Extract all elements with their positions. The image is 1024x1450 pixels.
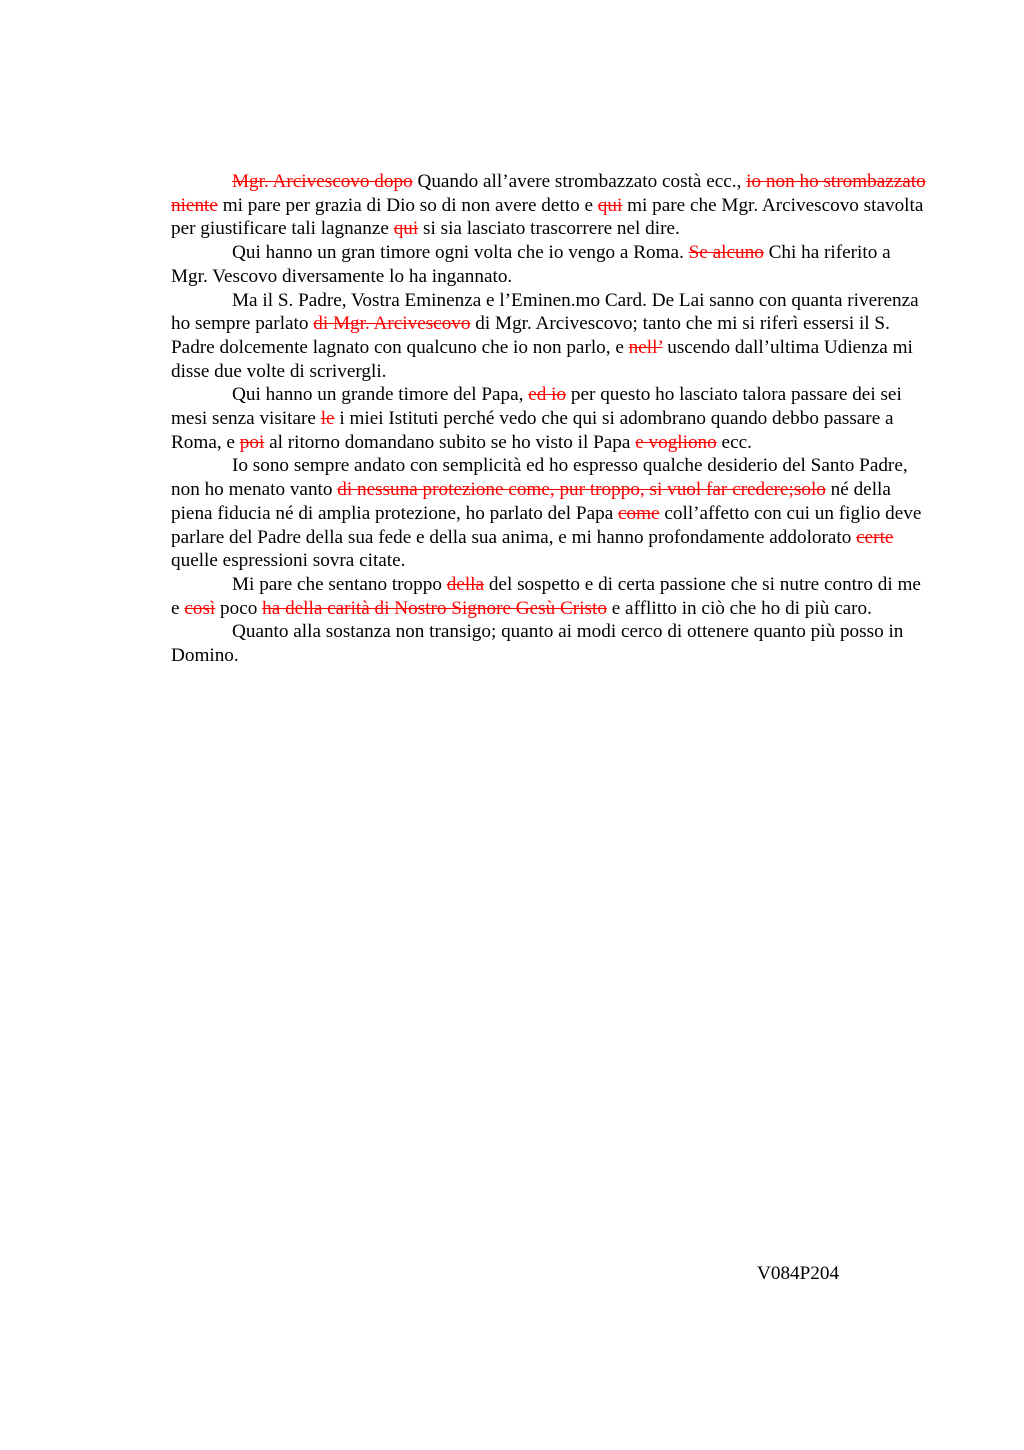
text-segment: uscendo dall’ultima Udienza mi disse due volte di scrivergli. (171, 336, 913, 382)
text-segment: Quanto alla sostanza non transigo; quanto ai modi cerco di ottenere quanto più posso in Domino. (171, 621, 904, 667)
deleted-text: qui (597, 194, 623, 216)
text-segment: coll’affetto con cui un figlio deve parlare del Padre della sua fede e della sua anima, e mi hanno profondamente addolorato (171, 502, 922, 548)
deleted-text: della (446, 573, 485, 595)
deleted-text: poi (239, 431, 265, 453)
text-segment: Quando all’avere strombazzato costà ecc., (412, 171, 747, 192)
text-segment: Qui hanno un gran timore ogni volta che io vengo a Roma. (232, 242, 689, 264)
paragraph (171, 289, 931, 384)
deleted-text: di Mgr. Arcivescovo (313, 313, 471, 335)
text-segment: per questo ho lasciato talora passare dei sei mesi senza visitare (171, 384, 902, 430)
text-segment: quelle espressioni sovra citate. (171, 550, 406, 572)
paragraph (171, 383, 931, 454)
deleted-text: ed io (528, 384, 567, 406)
text-segment: mi pare per grazia di Dio so di non avere detto e (217, 194, 598, 216)
deleted-text: certe (856, 526, 894, 548)
text-segment: Chi ha riferito a Mgr. Vescovo diversamente lo ha ingannato. (171, 242, 891, 287)
paragraph (171, 454, 931, 573)
paragraph (171, 573, 931, 620)
page-code: V084P204 (757, 1263, 840, 1284)
text-segment: e afflitto in ciò che ho di più caro. (606, 597, 872, 619)
deleted-text: come (618, 502, 660, 524)
paragraph (171, 620, 931, 667)
deleted-text: di nessuna protezione come, pur troppo, si vuol far credere;solo (337, 479, 826, 501)
text-segment: i miei Istituti perché vedo che qui si adombrano quando debbo passare a Roma, e (171, 408, 894, 453)
text-segment: di Mgr. Arcivescovo; tanto che mi si riferì essersi il S. Padre dolcemente lagnato con qualcuno che io non parlo, e (171, 313, 890, 358)
deleted-text: ha della carità di Nostro Signore Gesù Cristo (262, 597, 607, 619)
text-segment: poco (215, 597, 263, 619)
letter-body (171, 170, 931, 668)
deleted-text: io non ho strombazzato niente (171, 171, 926, 216)
paragraph (171, 170, 931, 241)
text-segment: del sospetto e di certa passione che si nutre contro di me e (171, 573, 921, 619)
deleted-text: nell’ (628, 336, 663, 358)
text-segment: Ma il S. Padre, Vostra Eminenza e l’Eminen.mo Card. De Lai sanno con quanta riverenza ho sempre parlato (171, 289, 919, 335)
deleted-text: qui (393, 218, 419, 240)
deleted-text: Mgr. Arcivescovo dopo (232, 171, 413, 192)
deleted-text: Se alcuno (688, 242, 764, 264)
paragraph (171, 241, 931, 288)
deleted-text: così (184, 597, 216, 619)
deleted-text: e vogliono (635, 431, 717, 453)
text-segment: Io sono sempre andato con semplicità ed ho espresso qualche desiderio del Santo Padre, non ho menato vanto (171, 455, 908, 501)
text-segment: né della piena fiducia né di amplia protezione, ho parlato del Papa (171, 479, 891, 524)
text-segment: Mi pare che sentano troppo (232, 573, 447, 595)
text-segment: al ritorno domandano subito se ho visto il Papa (264, 431, 636, 453)
text-segment: ecc. (716, 431, 752, 453)
text-segment: si sia lasciato trascorrere nel dire. (418, 218, 680, 240)
text-segment: Qui hanno un grande timore del Papa, (232, 384, 529, 406)
text-segment: mi pare che Mgr. Arcivescovo stavolta per giustificare tali lagnanze (171, 194, 924, 240)
deleted-text: le (320, 408, 335, 430)
